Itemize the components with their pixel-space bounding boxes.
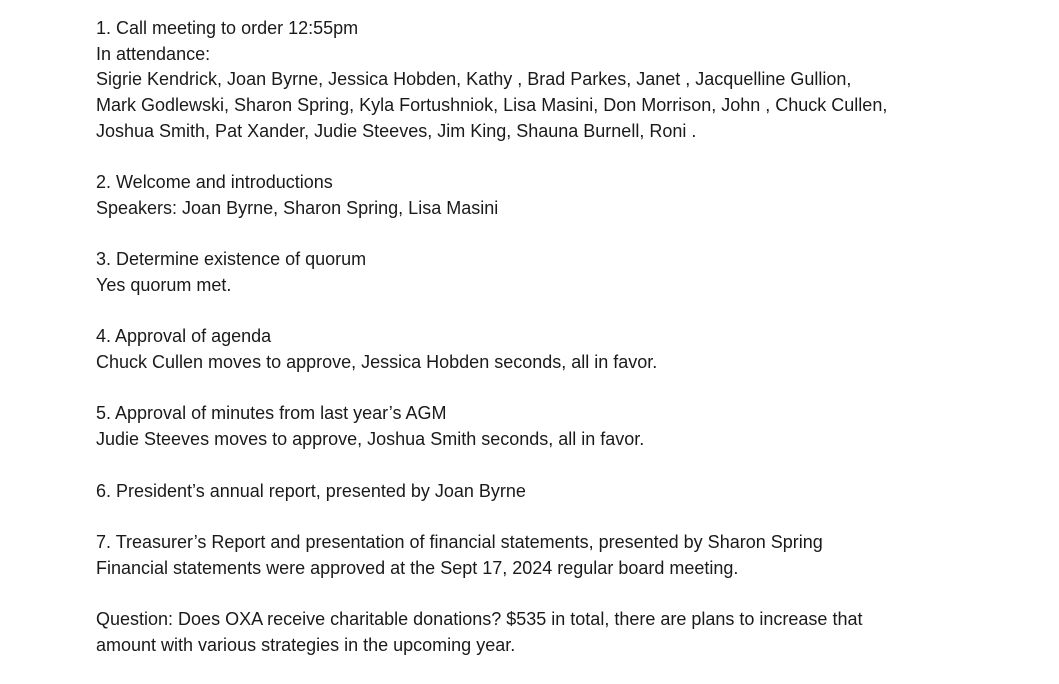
item-call-to-order bbox=[96, 16, 1046, 145]
section-body-line: Judie Steeves moves to approve, Joshua Smith seconds, all in favor. bbox=[96, 429, 645, 450]
section-body-line: Chuck Cullen moves to approve, Jessica Hobden seconds, all in favor. bbox=[96, 352, 658, 373]
item-minutes-approval bbox=[96, 401, 1046, 452]
meeting-minutes-document bbox=[96, 16, 1046, 684]
section-heading: 2. Welcome and introductions bbox=[96, 172, 333, 193]
section-heading: 3. Determine existence of quorum bbox=[96, 249, 367, 270]
attendee-list-line: Mark Godlewski, Sharon Spring, Kyla Fortushniok, Lisa Masini, Don Morrison, John , Chuck Cullen, bbox=[96, 95, 888, 116]
attendance-label: In attendance: bbox=[96, 43, 211, 64]
item-quorum bbox=[96, 247, 1046, 298]
section-body-line: Financial statements were approved at the Sept 17, 2024 regular board meeting. bbox=[96, 557, 739, 578]
attendee-list-line: Joshua Smith, Pat Xander, Judie Steeves, Jim King, Shauna Burnell, Roni . bbox=[96, 120, 697, 141]
section-body-line: Speakers: Joan Byrne, Sharon Spring, Lisa Masini bbox=[96, 197, 499, 218]
section-heading: 7. Treasurer’s Report and presentation of financial statements, presented by Sharon Spring bbox=[96, 531, 823, 552]
section-heading: 4. Approval of agenda bbox=[96, 326, 272, 347]
item-treasurer-report bbox=[96, 530, 1046, 581]
item-agenda-approval bbox=[96, 324, 1046, 375]
section-heading: 6. President’s annual report, presented by Joan Byrne bbox=[96, 480, 526, 501]
question-line: Question: Does OXA receive charitable donations? $535 in total, there are plans to increase that bbox=[96, 609, 863, 630]
section-heading: 5. Approval of minutes from last year’s AGM bbox=[96, 403, 447, 424]
item-welcome-introductions bbox=[96, 170, 1046, 221]
question-line: amount with various strategies in the upcoming year. bbox=[96, 634, 516, 655]
section-heading: 1. Call meeting to order 12:55pm bbox=[96, 18, 359, 38]
attendee-list-line: Sigrie Kendrick, Joan Byrne, Jessica Hobden, Kathy , Brad Parkes, Janet , Jacquelline Gullion, bbox=[96, 69, 852, 90]
item-question bbox=[96, 607, 1046, 658]
section-body-line: Yes quorum met. bbox=[96, 275, 232, 295]
item-president-report bbox=[96, 479, 1046, 505]
